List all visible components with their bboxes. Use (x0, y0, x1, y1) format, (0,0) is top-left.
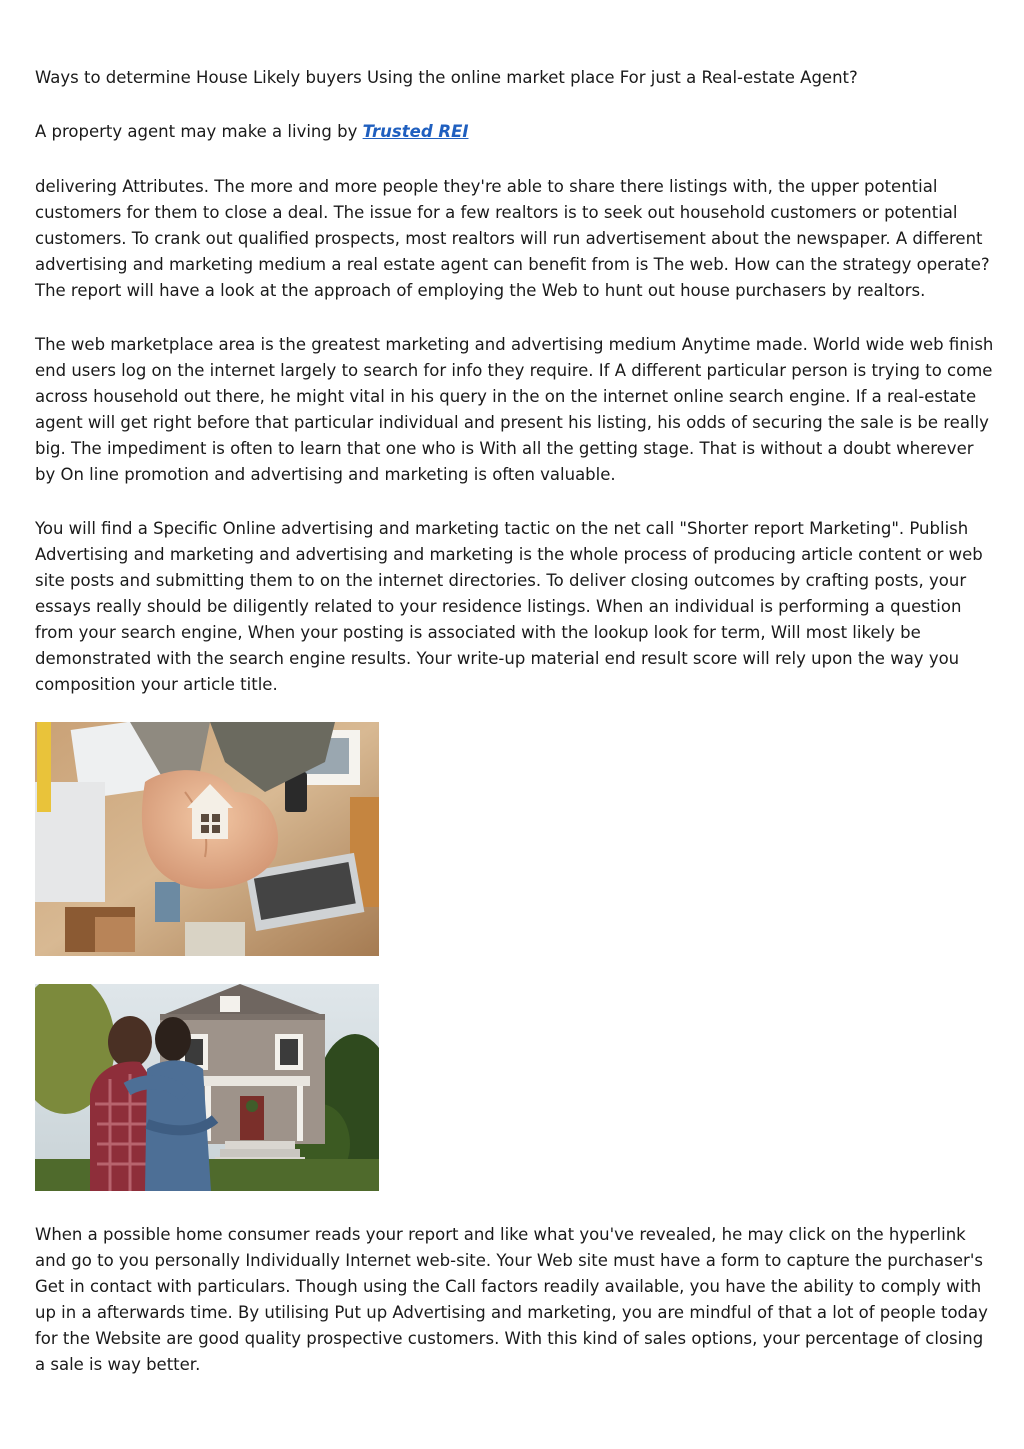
intro-text: A property agent may make a living by (35, 122, 363, 141)
paragraph-4: When a possible home consumer reads your report and like what you've revealed, he may click on the hyperlink and go to you personally Individually Internet web-site. Your Web site must have a form to capture the purchaser's Get in contact with particulars. Though using the Call factors readily available, you have the ability to comply with up in a afterwards time. By utilising Put up Advertising and marketing, you are mindful of that a lot of people today for the Website are good quality prospective customers. With this kind of sales options, your percentage of closing a sale is way better. (35, 1225, 988, 1374)
hands-holding-house-photo (35, 722, 379, 956)
trusted-rei-link[interactable]: Trusted REI (362, 122, 469, 141)
paragraph-2: The web marketplace area is the greatest marketing and advertising medium Anytime made. World wide web finish end users log on the internet largely to search for info they require. If A different particular person is trying to come across household out there, he might vital in his query in the on the internet online search engine. If a real-estate agent will get right before that particular individual and present his listing, his odds of securing the sale is be really big. The impediment is often to learn that one who is With all the getting stage. That is without a doubt wherever by On line promotion and advertising and marketing is often valuable. (35, 335, 994, 484)
paragraph-3: You will find a Specific Online advertising and marketing tactic on the net call "Shorter report Marketing". Publish Advertising and marketing and advertising and marketing is the whole process of producing article content or web site posts and submitting them to on the internet directories. To deliver closing outcomes by crafting posts, your essays really should be diligently related to your residence listings. When an individual is performing a question from your search engine, When your posting is associated with the lookup look for term, Will most likely be demonstrated with the search engine results. Your write-up material end result score will rely upon the way you composition your article title. (35, 519, 983, 694)
intro-line (35, 120, 469, 144)
paragraph-1: delivering Attributes. The more and more people they're able to share there listings with, the upper potential customers for them to close a deal. The issue for a few realtors is to seek out household customers or potential customers. To crank out qualified prospects, most realtors will run advertisement about the newspaper. A different advertising and marketing medium a real estate agent can benefit from is The web. How can the strategy operate? The report will have a look at the approach of employing the Web to hunt out house purchasers by realtors. (35, 177, 990, 300)
document-title: Ways to determine House Likely buyers Using the online market place For just a Real-estate Agent? (35, 68, 858, 87)
couple-in-front-of-house-photo (35, 984, 379, 1191)
